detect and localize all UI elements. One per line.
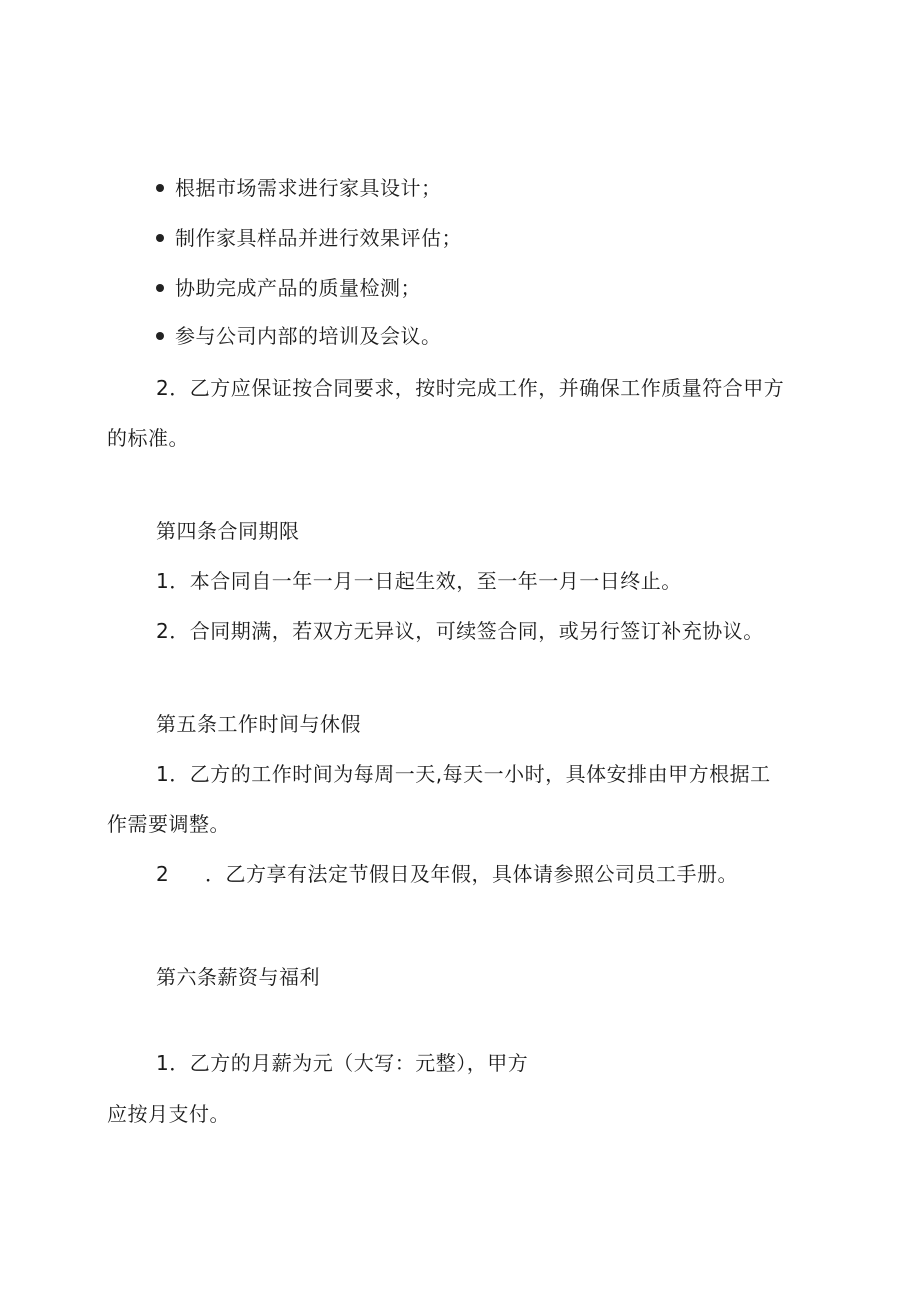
list-item: ．乙方享有法定节假日及年假，具体请参照公司员工手册。 xyxy=(205,862,738,886)
section-title: 第四条合同期限 xyxy=(156,519,300,543)
bullet-dot xyxy=(156,184,164,192)
bullet-item: 制作家具样品并进行效果评估； xyxy=(175,226,462,250)
paragraph-line: 2．乙方应保证按合同要求，按时完成工作，并确保工作质量符合甲方 xyxy=(156,376,785,400)
section-title: 第六条薪资与福利 xyxy=(156,965,320,989)
section-title: 第五条工作时间与休假 xyxy=(156,712,361,736)
list-item-number: 2 xyxy=(156,862,170,886)
list-item: 1．乙方的工作时间为每周一天,每天一小时，具体安排由甲方根据工 xyxy=(156,762,771,786)
paragraph-line: 的标准。 xyxy=(107,426,189,450)
bullet-item: 协助完成产品的质量检测； xyxy=(175,276,421,300)
bullet-dot xyxy=(156,234,164,242)
bullet-item: 参与公司内部的培训及会议。 xyxy=(175,324,442,348)
bullet-item: 根据市场需求进行家具设计； xyxy=(175,176,442,200)
list-item: 1．乙方的月薪为元（大写：元整），甲方 xyxy=(156,1051,529,1075)
list-item: 应按月支付。 xyxy=(107,1102,230,1126)
list-item: 2．合同期满，若双方无异议，可续签合同，或另行签订补充协议。 xyxy=(156,619,764,643)
list-item: 1．本合同自一年一月一日起生效，至一年一月一日终止。 xyxy=(156,569,682,593)
bullet-dot xyxy=(156,284,164,292)
bullet-dot xyxy=(156,332,164,340)
list-item: 作需要调整。 xyxy=(107,812,230,836)
